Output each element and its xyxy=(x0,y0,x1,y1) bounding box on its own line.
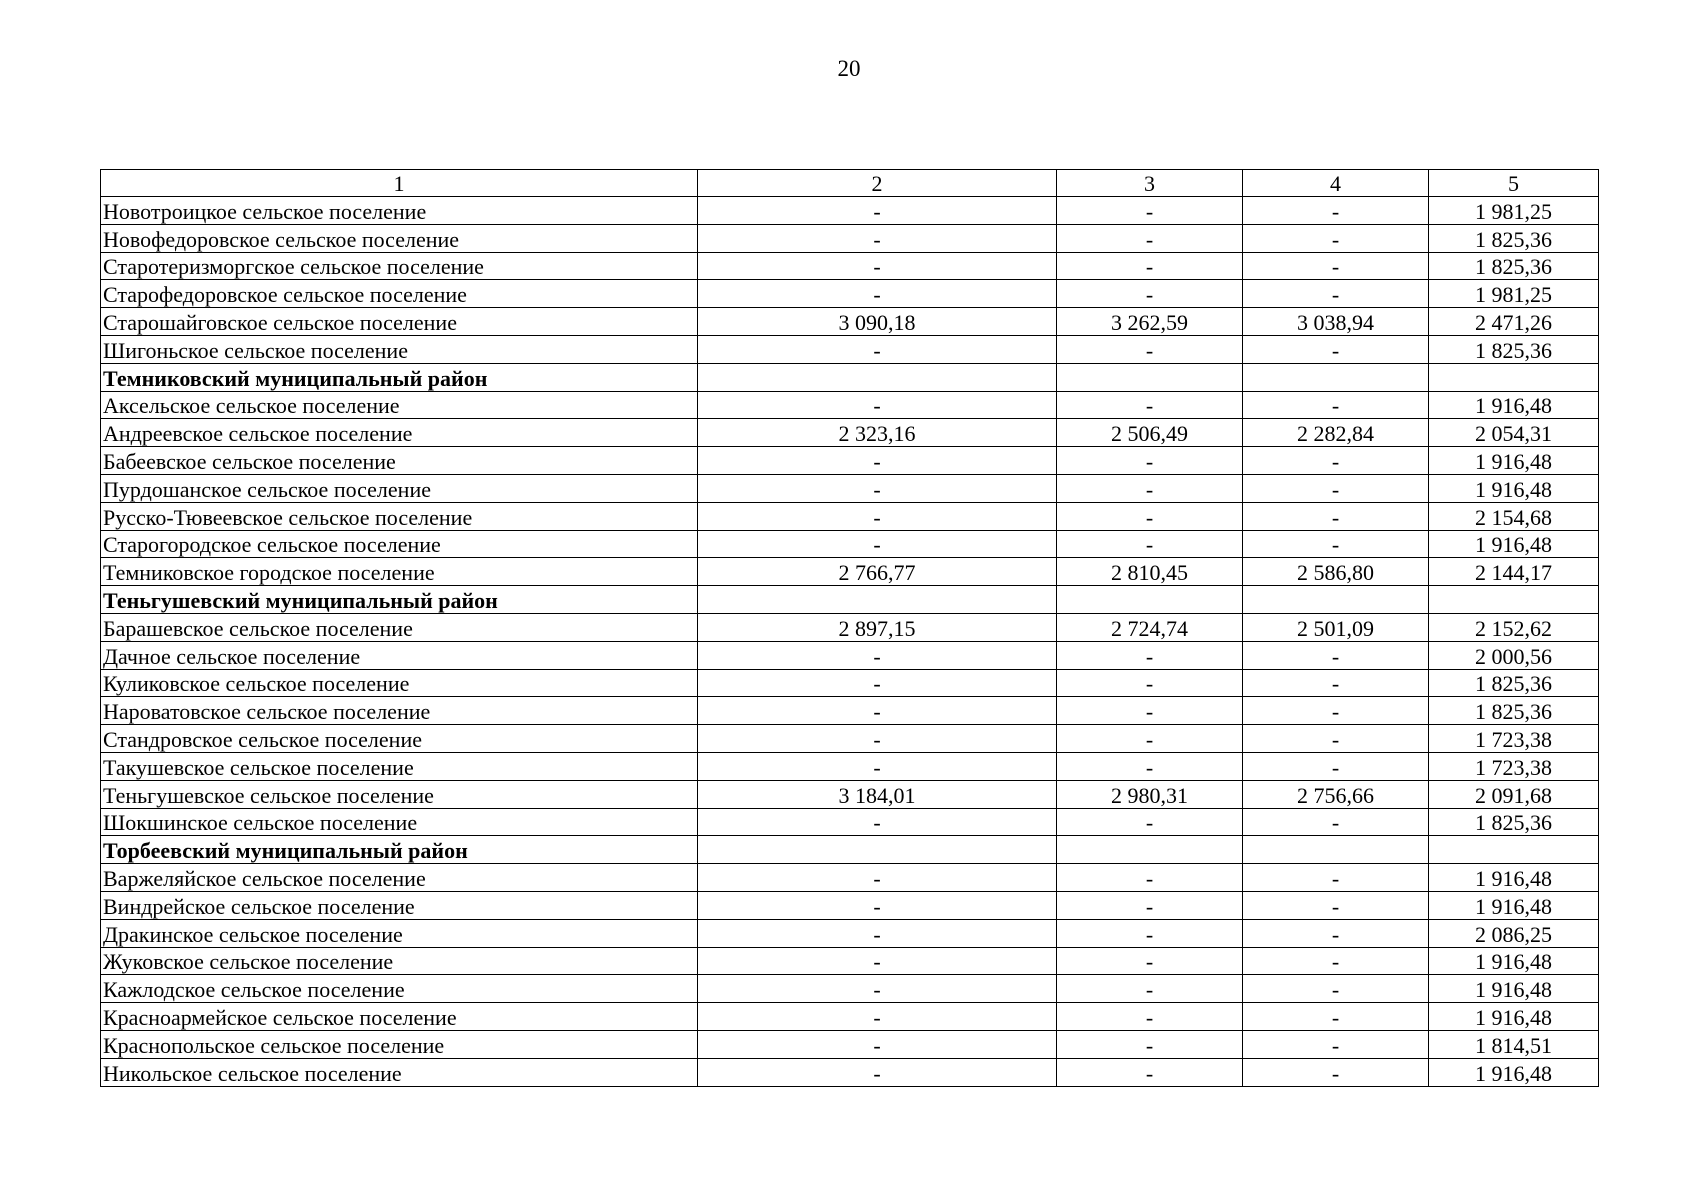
settlement-name-cell: Старотеризморгское сельское поселение xyxy=(101,252,698,280)
column-3-cell: 2 506,49 xyxy=(1057,419,1243,447)
column-4-cell: - xyxy=(1243,335,1429,363)
column-3-cell: - xyxy=(1057,669,1243,697)
settlement-name-cell: Варжеляйское сельское поселение xyxy=(101,864,698,892)
settlement-name-cell: Шигоньское сельское поселение xyxy=(101,335,698,363)
table-body xyxy=(101,197,1599,1087)
column-2-cell: 2 766,77 xyxy=(698,558,1057,586)
column-3-cell: - xyxy=(1057,891,1243,919)
column-3-cell: 2 724,74 xyxy=(1057,613,1243,641)
settlement-name-cell: Шокшинское сельское поселение xyxy=(101,808,698,836)
column-4-cell: - xyxy=(1243,864,1429,892)
table-row xyxy=(101,947,1599,975)
page-number: 20 xyxy=(837,56,861,81)
column-4-cell: - xyxy=(1243,474,1429,502)
column-2-cell: - xyxy=(698,669,1057,697)
column-5-cell: 1 916,48 xyxy=(1429,947,1599,975)
settlement-name-cell: Такушевское сельское поселение xyxy=(101,752,698,780)
column-5-cell xyxy=(1429,586,1599,614)
column-3-cell: - xyxy=(1057,335,1243,363)
table-row xyxy=(101,419,1599,447)
column-2-cell: - xyxy=(698,224,1057,252)
column-4-cell xyxy=(1243,836,1429,864)
table-row xyxy=(101,613,1599,641)
column-4-cell xyxy=(1243,363,1429,391)
column-5-cell xyxy=(1429,836,1599,864)
column-4-cell: - xyxy=(1243,752,1429,780)
district-name-cell: Теньгушевский муниципальный район xyxy=(101,586,698,614)
column-4-cell: - xyxy=(1243,725,1429,753)
settlement-name-cell: Старофедоровское сельское поселение xyxy=(101,280,698,308)
column-3-cell: 2 980,31 xyxy=(1057,780,1243,808)
column-5-cell: 1 916,48 xyxy=(1429,474,1599,502)
district-name-cell: Темниковский муниципальный район xyxy=(101,363,698,391)
table-row xyxy=(101,780,1599,808)
table-row xyxy=(101,558,1599,586)
table-row xyxy=(101,447,1599,475)
column-4-cell: - xyxy=(1243,252,1429,280)
column-5-cell xyxy=(1429,363,1599,391)
column-5-cell: 2 000,56 xyxy=(1429,641,1599,669)
column-4-cell: - xyxy=(1243,280,1429,308)
settlement-name-cell: Куликовское сельское поселение xyxy=(101,669,698,697)
column-2-cell: - xyxy=(698,1058,1057,1086)
column-3-cell: - xyxy=(1057,252,1243,280)
table-row xyxy=(101,1003,1599,1031)
column-2-cell: - xyxy=(698,1030,1057,1058)
table-section-row xyxy=(101,586,1599,614)
column-5-cell: 1 916,48 xyxy=(1429,1058,1599,1086)
column-3-cell: - xyxy=(1057,391,1243,419)
settlement-name-cell: Барашевское сельское поселение xyxy=(101,613,698,641)
table-row xyxy=(101,641,1599,669)
column-3-cell: - xyxy=(1057,919,1243,947)
table-row xyxy=(101,224,1599,252)
column-3-cell: 3 262,59 xyxy=(1057,308,1243,336)
column-3-cell: - xyxy=(1057,725,1243,753)
column-3-cell: - xyxy=(1057,1030,1243,1058)
column-5-cell: 1 814,51 xyxy=(1429,1030,1599,1058)
column-4-cell: - xyxy=(1243,502,1429,530)
column-2-cell: 3 184,01 xyxy=(698,780,1057,808)
column-5-cell: 2 152,62 xyxy=(1429,613,1599,641)
header-row xyxy=(101,170,1599,197)
column-header-3: 3 xyxy=(1057,170,1243,197)
district-name-cell: Торбеевский муниципальный район xyxy=(101,836,698,864)
column-2-cell: - xyxy=(698,335,1057,363)
column-header-5: 5 xyxy=(1429,170,1599,197)
column-4-cell: - xyxy=(1243,447,1429,475)
settlement-name-cell: Виндрейское сельское поселение xyxy=(101,891,698,919)
column-5-cell: 1 916,48 xyxy=(1429,975,1599,1003)
table-row xyxy=(101,391,1599,419)
table-row xyxy=(101,1058,1599,1086)
settlement-name-cell: Пурдошанское сельское поселение xyxy=(101,474,698,502)
column-4-cell: 2 501,09 xyxy=(1243,613,1429,641)
column-5-cell: 2 471,26 xyxy=(1429,308,1599,336)
column-2-cell xyxy=(698,586,1057,614)
column-2-cell: - xyxy=(698,280,1057,308)
settlement-name-cell: Аксельское сельское поселение xyxy=(101,391,698,419)
table-row xyxy=(101,725,1599,753)
column-5-cell: 2 154,68 xyxy=(1429,502,1599,530)
settlement-name-cell: Новофедоровское сельское поселение xyxy=(101,224,698,252)
column-header-4: 4 xyxy=(1243,170,1429,197)
table-header xyxy=(101,170,1599,197)
table-row xyxy=(101,474,1599,502)
column-5-cell: 1 825,36 xyxy=(1429,697,1599,725)
settlement-name-cell: Русско-Тювеевское сельское поселение xyxy=(101,502,698,530)
column-3-cell: - xyxy=(1057,808,1243,836)
column-2-cell: - xyxy=(698,502,1057,530)
column-2-cell: - xyxy=(698,447,1057,475)
column-5-cell: 2 091,68 xyxy=(1429,780,1599,808)
table-row xyxy=(101,975,1599,1003)
column-2-cell: - xyxy=(698,919,1057,947)
column-4-cell: 2 282,84 xyxy=(1243,419,1429,447)
table-row xyxy=(101,1030,1599,1058)
column-2-cell: - xyxy=(698,391,1057,419)
settlement-name-cell: Новотроицкое сельское поселение xyxy=(101,197,698,225)
column-3-cell xyxy=(1057,836,1243,864)
table-section-row xyxy=(101,836,1599,864)
column-4-cell: - xyxy=(1243,808,1429,836)
column-3-cell xyxy=(1057,586,1243,614)
column-3-cell: - xyxy=(1057,697,1243,725)
settlement-name-cell: Никольское сельское поселение xyxy=(101,1058,698,1086)
column-3-cell: 2 810,45 xyxy=(1057,558,1243,586)
column-2-cell: 2 323,16 xyxy=(698,419,1057,447)
table-row xyxy=(101,669,1599,697)
column-3-cell: - xyxy=(1057,280,1243,308)
column-5-cell: 1 825,36 xyxy=(1429,252,1599,280)
column-4-cell: 2 586,80 xyxy=(1243,558,1429,586)
column-2-cell: - xyxy=(698,530,1057,558)
table-row xyxy=(101,252,1599,280)
column-3-cell: - xyxy=(1057,197,1243,225)
settlement-name-cell: Темниковское городское поселение xyxy=(101,558,698,586)
settlement-name-cell: Кажлодское сельское поселение xyxy=(101,975,698,1003)
settlement-name-cell: Красноармейское сельское поселение xyxy=(101,1003,698,1031)
column-4-cell: - xyxy=(1243,669,1429,697)
table-row xyxy=(101,808,1599,836)
table-row xyxy=(101,335,1599,363)
column-5-cell: 1 825,36 xyxy=(1429,224,1599,252)
column-3-cell: - xyxy=(1057,947,1243,975)
column-4-cell: - xyxy=(1243,197,1429,225)
column-5-cell: 1 825,36 xyxy=(1429,669,1599,697)
column-4-cell xyxy=(1243,586,1429,614)
column-4-cell: - xyxy=(1243,891,1429,919)
column-5-cell: 1 916,48 xyxy=(1429,864,1599,892)
column-5-cell: 1 723,38 xyxy=(1429,752,1599,780)
column-3-cell: - xyxy=(1057,530,1243,558)
table-row xyxy=(101,891,1599,919)
settlement-name-cell: Старогородское сельское поселение xyxy=(101,530,698,558)
column-3-cell: - xyxy=(1057,975,1243,1003)
column-2-cell: - xyxy=(698,474,1057,502)
table-row xyxy=(101,752,1599,780)
column-5-cell: 1 916,48 xyxy=(1429,447,1599,475)
column-4-cell: - xyxy=(1243,224,1429,252)
column-5-cell: 1 723,38 xyxy=(1429,725,1599,753)
column-4-cell: - xyxy=(1243,391,1429,419)
column-2-cell: - xyxy=(698,197,1057,225)
column-5-cell: 1 825,36 xyxy=(1429,335,1599,363)
settlement-name-cell: Краснопольское сельское поселение xyxy=(101,1030,698,1058)
column-5-cell: 1 916,48 xyxy=(1429,1003,1599,1031)
column-2-cell: - xyxy=(698,752,1057,780)
table-row xyxy=(101,197,1599,225)
column-2-cell xyxy=(698,363,1057,391)
column-4-cell: - xyxy=(1243,1003,1429,1031)
column-5-cell: 1 825,36 xyxy=(1429,808,1599,836)
column-5-cell: 1 916,48 xyxy=(1429,391,1599,419)
settlement-name-cell: Андреевское сельское поселение xyxy=(101,419,698,447)
column-4-cell: - xyxy=(1243,1030,1429,1058)
column-3-cell: - xyxy=(1057,224,1243,252)
settlement-name-cell: Дачное сельское поселение xyxy=(101,641,698,669)
column-2-cell: - xyxy=(698,864,1057,892)
column-3-cell: - xyxy=(1057,1003,1243,1031)
column-4-cell: 3 038,94 xyxy=(1243,308,1429,336)
column-4-cell: - xyxy=(1243,975,1429,1003)
column-4-cell: - xyxy=(1243,1058,1429,1086)
settlement-name-cell: Дракинское сельское поселение xyxy=(101,919,698,947)
column-5-cell: 1 916,48 xyxy=(1429,891,1599,919)
table-row xyxy=(101,697,1599,725)
column-2-cell xyxy=(698,836,1057,864)
column-5-cell: 2 054,31 xyxy=(1429,419,1599,447)
column-5-cell: 1 981,25 xyxy=(1429,280,1599,308)
column-4-cell: - xyxy=(1243,530,1429,558)
column-5-cell: 2 086,25 xyxy=(1429,919,1599,947)
table-section-row xyxy=(101,363,1599,391)
column-3-cell: - xyxy=(1057,502,1243,530)
column-header-1: 1 xyxy=(101,170,698,197)
column-3-cell: - xyxy=(1057,447,1243,475)
column-2-cell: - xyxy=(698,641,1057,669)
column-5-cell: 2 144,17 xyxy=(1429,558,1599,586)
table-row xyxy=(101,864,1599,892)
settlement-name-cell: Бабеевское сельское поселение xyxy=(101,447,698,475)
table-row xyxy=(101,502,1599,530)
column-3-cell: - xyxy=(1057,1058,1243,1086)
table-row xyxy=(101,530,1599,558)
column-2-cell: - xyxy=(698,808,1057,836)
column-5-cell: 1 981,25 xyxy=(1429,197,1599,225)
column-header-2: 2 xyxy=(698,170,1057,197)
table-row xyxy=(101,308,1599,336)
settlement-name-cell: Старошайговское сельское поселение xyxy=(101,308,698,336)
column-4-cell: - xyxy=(1243,641,1429,669)
table-row xyxy=(101,919,1599,947)
column-4-cell: 2 756,66 xyxy=(1243,780,1429,808)
column-3-cell: - xyxy=(1057,752,1243,780)
column-2-cell: - xyxy=(698,252,1057,280)
column-2-cell: - xyxy=(698,725,1057,753)
column-2-cell: - xyxy=(698,697,1057,725)
column-3-cell xyxy=(1057,363,1243,391)
settlement-name-cell: Нароватовское сельское поселение xyxy=(101,697,698,725)
settlement-name-cell: Стандровское сельское поселение xyxy=(101,725,698,753)
column-4-cell: - xyxy=(1243,919,1429,947)
column-4-cell: - xyxy=(1243,697,1429,725)
settlements-table xyxy=(100,169,1599,1087)
column-2-cell: 3 090,18 xyxy=(698,308,1057,336)
column-2-cell: - xyxy=(698,947,1057,975)
column-3-cell: - xyxy=(1057,474,1243,502)
table-row xyxy=(101,280,1599,308)
column-3-cell: - xyxy=(1057,864,1243,892)
column-4-cell: - xyxy=(1243,947,1429,975)
column-2-cell: - xyxy=(698,975,1057,1003)
column-3-cell: - xyxy=(1057,641,1243,669)
column-2-cell: - xyxy=(698,1003,1057,1031)
settlement-name-cell: Жуковское сельское поселение xyxy=(101,947,698,975)
column-2-cell: - xyxy=(698,891,1057,919)
column-5-cell: 1 916,48 xyxy=(1429,530,1599,558)
settlement-name-cell: Теньгушевское сельское поселение xyxy=(101,780,698,808)
column-2-cell: 2 897,15 xyxy=(698,613,1057,641)
